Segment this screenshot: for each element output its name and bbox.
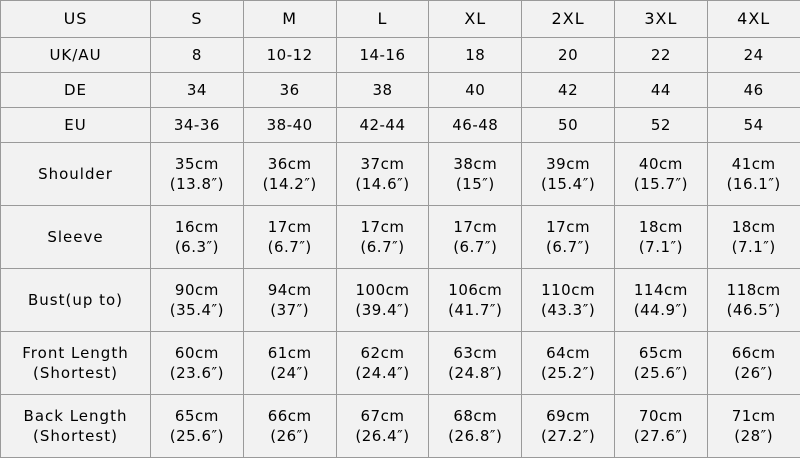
cell-value-inches: (15.7″) (633, 174, 688, 193)
table-cell (336, 72, 429, 107)
table-row (1, 268, 800, 331)
table-cell (614, 142, 707, 205)
cell-value-inches: (16.1″) (726, 174, 781, 193)
table-cell (707, 331, 800, 394)
table-cell (151, 205, 244, 268)
cell-value-inches: (6.7″) (360, 237, 405, 256)
cell-value: 94cm (267, 280, 312, 299)
cell-value-inches: (24.8″) (448, 363, 503, 382)
cell-value: 24 (743, 45, 764, 64)
cell-value-inches: (7.1″) (731, 237, 776, 256)
cell-value: 17cm (360, 217, 405, 236)
table-cell (522, 268, 615, 331)
table-cell (151, 107, 244, 142)
cell-value: 46 (743, 80, 764, 99)
cell-value: 38cm (453, 154, 498, 173)
table-cell (707, 72, 800, 107)
table-cell (336, 107, 429, 142)
cell-value: 71cm (731, 406, 776, 425)
table-cell (429, 142, 522, 205)
table-cell (522, 107, 615, 142)
table-cell (707, 142, 800, 205)
table-row (1, 394, 800, 457)
table-cell (522, 394, 615, 457)
row-label-line2: (Shortest) (33, 363, 118, 382)
cell-value: 66cm (267, 406, 312, 425)
cell-value: 65cm (638, 343, 683, 362)
header-cell-2xl: 2XL (522, 1, 615, 38)
cell-value: 61cm (267, 343, 312, 362)
table-cell (707, 107, 800, 142)
cell-value-inches: (14.2″) (262, 174, 317, 193)
cell-value: 66cm (731, 343, 776, 362)
cell-value: 110cm (541, 280, 596, 299)
cell-value: 38-40 (266, 115, 313, 134)
cell-value: 39cm (546, 154, 591, 173)
table-cell (243, 205, 336, 268)
cell-value-inches: (24.4″) (355, 363, 410, 382)
table-cell (151, 268, 244, 331)
cell-value: 40 (465, 80, 486, 99)
table-cell (336, 268, 429, 331)
table-cell (614, 268, 707, 331)
cell-value-inches: (37″) (270, 300, 310, 319)
table-cell (243, 142, 336, 205)
table-cell (243, 268, 336, 331)
header-cell-xl: XL (429, 1, 522, 38)
row-label: Sleeve (1, 205, 151, 268)
header-cell-s: S (151, 1, 244, 38)
table-cell (429, 268, 522, 331)
cell-value-inches: (44.9″) (633, 300, 688, 319)
cell-value-inches: (27.2″) (540, 426, 596, 445)
cell-value-inches: (25.6″) (169, 426, 224, 445)
table-cell (336, 142, 429, 205)
cell-value-inches: (25.2″) (540, 363, 596, 382)
cell-value: 8 (191, 45, 202, 64)
cell-value: 63cm (453, 343, 498, 362)
cell-value: 44 (650, 80, 671, 99)
cell-value: 100cm (355, 280, 410, 299)
row-label: DE (1, 72, 151, 107)
cell-value: 18cm (731, 217, 776, 236)
table-cell (522, 72, 615, 107)
cell-value-inches: (6.7″) (453, 237, 498, 256)
table-cell (614, 331, 707, 394)
row-label (1, 331, 151, 394)
cell-value: 41cm (731, 154, 776, 173)
table-cell (429, 205, 522, 268)
table-cell (429, 331, 522, 394)
cell-value: 35cm (174, 154, 219, 173)
cell-value: 42 (558, 80, 579, 99)
table-row (1, 205, 800, 268)
header-cell-us: US (1, 1, 151, 38)
cell-value-inches: (28″) (734, 426, 774, 445)
header-cell-4xl: 4XL (707, 1, 800, 38)
cell-value-inches: (26.8″) (448, 426, 503, 445)
table-cell (151, 72, 244, 107)
table-cell (151, 331, 244, 394)
cell-value-inches: (15.4″) (540, 174, 596, 193)
cell-value: 54 (743, 115, 764, 134)
cell-value-inches: (35.4″) (169, 300, 224, 319)
table-cell (429, 107, 522, 142)
cell-value-inches: (15″) (455, 174, 495, 193)
cell-value-inches: (43.3″) (540, 300, 596, 319)
cell-value-inches: (23.6″) (169, 363, 224, 382)
cell-value: 40cm (638, 154, 683, 173)
table-cell (707, 205, 800, 268)
cell-value: 34-36 (173, 115, 220, 134)
table-cell (336, 37, 429, 72)
cell-value-inches: (27.6″) (633, 426, 688, 445)
cell-value-inches: (6.7″) (546, 237, 591, 256)
size-chart-body (1, 1, 800, 458)
table-cell (522, 142, 615, 205)
row-label-line2: (Shortest) (33, 426, 118, 445)
cell-value-inches: (7.1″) (638, 237, 683, 256)
cell-value-inches: (24″) (270, 363, 310, 382)
cell-value: 38 (372, 80, 393, 99)
table-cell (243, 331, 336, 394)
header-cell-m: M (243, 1, 336, 38)
table-header-row (1, 1, 800, 38)
cell-value: 62cm (360, 343, 405, 362)
cell-value: 64cm (546, 343, 591, 362)
table-cell (336, 205, 429, 268)
header-cell-3xl: 3XL (614, 1, 707, 38)
cell-value-inches: (13.8″) (169, 174, 224, 193)
table-cell (151, 37, 244, 72)
cell-value: 70cm (638, 406, 683, 425)
row-label-line1: Back Length (23, 406, 128, 425)
cell-value: 90cm (174, 280, 219, 299)
cell-value: 52 (650, 115, 671, 134)
table-row (1, 142, 800, 205)
row-label (1, 394, 151, 457)
table-cell (243, 37, 336, 72)
table-row (1, 331, 800, 394)
cell-value: 18 (465, 45, 486, 64)
cell-value: 17cm (546, 217, 591, 236)
cell-value: 50 (558, 115, 579, 134)
table-cell (243, 107, 336, 142)
cell-value: 114cm (633, 280, 688, 299)
cell-value-inches: (26″) (270, 426, 310, 445)
table-cell (243, 394, 336, 457)
table-row (1, 37, 800, 72)
cell-value: 36cm (267, 154, 312, 173)
cell-value: 20 (558, 45, 579, 64)
cell-value-inches: (6.3″) (174, 237, 219, 256)
cell-value: 68cm (453, 406, 498, 425)
cell-value-inches: (26.4″) (355, 426, 410, 445)
table-cell (429, 72, 522, 107)
table-cell (707, 394, 800, 457)
cell-value: 69cm (546, 406, 591, 425)
cell-value: 16cm (174, 217, 219, 236)
row-label-line1: Front Length (22, 343, 129, 362)
row-label: Bust(up to) (1, 268, 151, 331)
cell-value: 36 (279, 80, 300, 99)
table-cell (243, 72, 336, 107)
table-row (1, 107, 800, 142)
cell-value: 34 (186, 80, 207, 99)
table-cell (522, 331, 615, 394)
table-cell (707, 268, 800, 331)
table-row (1, 72, 800, 107)
table-cell (151, 394, 244, 457)
table-cell (336, 394, 429, 457)
cell-value: 18cm (638, 217, 683, 236)
row-label: UK/AU (1, 37, 151, 72)
cell-value-inches: (26″) (734, 363, 774, 382)
table-cell (614, 205, 707, 268)
cell-value: 67cm (360, 406, 405, 425)
cell-value: 118cm (726, 280, 781, 299)
cell-value: 10-12 (266, 45, 313, 64)
cell-value: 17cm (267, 217, 312, 236)
cell-value: 22 (650, 45, 671, 64)
cell-value-inches: (46.5″) (726, 300, 781, 319)
cell-value-inches: (39.4″) (355, 300, 410, 319)
table-cell (614, 107, 707, 142)
table-cell (151, 142, 244, 205)
table-cell (522, 205, 615, 268)
table-cell (614, 37, 707, 72)
cell-value: 60cm (174, 343, 219, 362)
table-cell (614, 394, 707, 457)
table-cell (707, 37, 800, 72)
cell-value: 106cm (448, 280, 503, 299)
cell-value: 14-16 (359, 45, 406, 64)
row-label: Shoulder (1, 142, 151, 205)
cell-value-inches: (6.7″) (267, 237, 312, 256)
table-cell (522, 37, 615, 72)
cell-value: 46-48 (452, 115, 499, 134)
table-cell (336, 331, 429, 394)
table-cell (614, 72, 707, 107)
cell-value: 37cm (360, 154, 405, 173)
table-cell (429, 37, 522, 72)
cell-value-inches: (14.6″) (355, 174, 410, 193)
cell-value: 65cm (174, 406, 219, 425)
row-label: EU (1, 107, 151, 142)
cell-value: 17cm (453, 217, 498, 236)
cell-value-inches: (25.6″) (633, 363, 688, 382)
cell-value-inches: (41.7″) (448, 300, 503, 319)
cell-value: 42-44 (359, 115, 406, 134)
table-cell (429, 394, 522, 457)
header-cell-l: L (336, 1, 429, 38)
